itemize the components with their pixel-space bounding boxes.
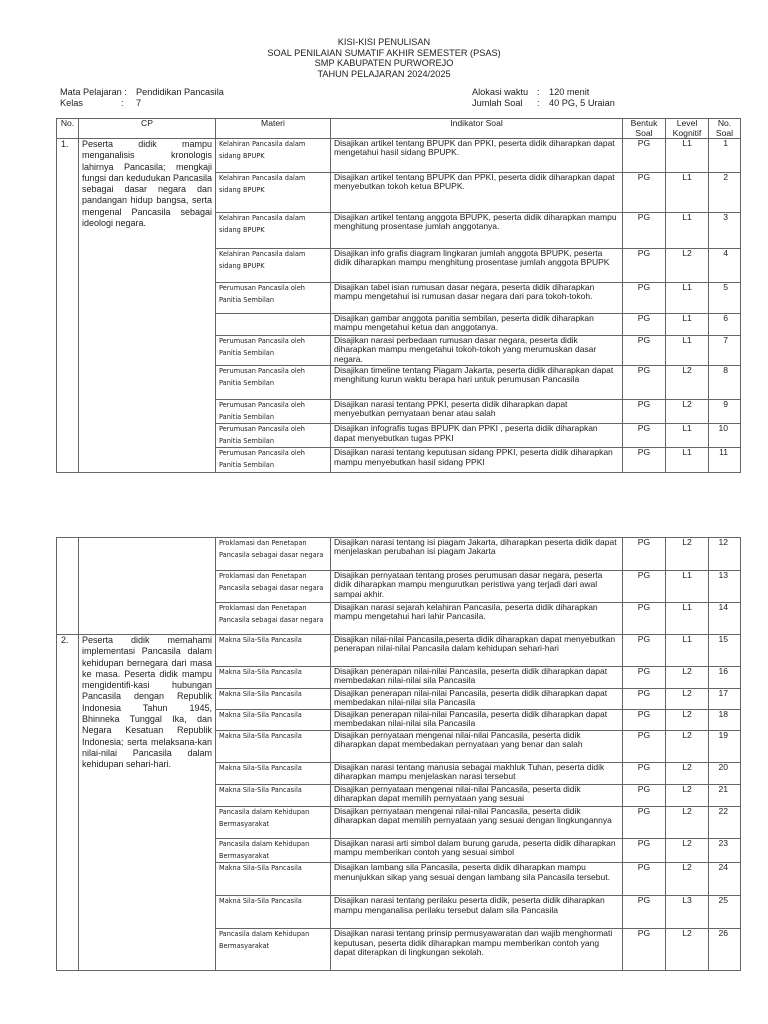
nosoal-cell: 24 bbox=[709, 863, 741, 896]
grid-table-1 bbox=[56, 118, 741, 473]
bentuk-cell: PG bbox=[623, 763, 666, 785]
nosoal-cell: 11 bbox=[709, 448, 741, 472]
nosoal-cell: 10 bbox=[709, 424, 741, 448]
bentuk-cell: PG bbox=[623, 283, 666, 314]
level-cell: L2 bbox=[666, 249, 709, 283]
materi-cell: Perumusan Pancasila oleh Panitia Sembilan bbox=[216, 448, 331, 472]
bentuk-cell: PG bbox=[623, 603, 666, 635]
materi-cell: Perumusan Pancasila oleh Panitia Sembilan bbox=[216, 283, 331, 314]
bentuk-cell: PG bbox=[623, 635, 666, 667]
indikator-cell: Disajikan penerapan nilai-nilai Pancasila, peserta didik diharapkan dapat membedakan nilai-nilai sila Pancasila bbox=[331, 667, 623, 689]
materi-cell: Proklamasi dan Penetapan Pancasila sebagai dasar negara bbox=[216, 538, 331, 571]
table-row bbox=[57, 538, 741, 571]
indikator-cell: Disajikan narasi arti simbol dalam burung garuda, peserta didik diharapkan mampu memberikan contoh yang sesuai simbol bbox=[331, 839, 623, 863]
bentuk-cell: PG bbox=[623, 571, 666, 603]
col-indikator-header: Indikator Soal bbox=[331, 119, 623, 139]
nosoal-cell: 9 bbox=[709, 400, 741, 424]
level-cell: L1 bbox=[666, 571, 709, 603]
subject-value: Pendidikan Pancasila bbox=[136, 87, 224, 97]
indikator-cell: Disajikan penerapan nilai-nilai Pancasila, peserta didik diharapkan dapat membedakan nilai-nilai sila Pancasila bbox=[331, 710, 623, 731]
cp-number: 1. bbox=[57, 139, 79, 473]
cp-text: Peserta didik mampu menganalisis kronologis lahirnya Pancasila; mengkaji fungsi dan kedudukan Pancasila sebagai dasar negara dan pandangan hidup bangsa, serta mengenal Pancasila sebagai ideologi negara. bbox=[79, 139, 216, 473]
grid-table-2 bbox=[56, 537, 741, 971]
cp-number-empty bbox=[57, 538, 79, 635]
title-line-3: SMP KABUPATEN PURWOREJO bbox=[314, 58, 454, 68]
bentuk-cell: PG bbox=[623, 667, 666, 689]
subject-label: Mata Pelajaran : bbox=[60, 87, 127, 97]
col-nosoal-header: No. Soal bbox=[709, 119, 741, 139]
nosoal-cell: 12 bbox=[709, 538, 741, 571]
nosoal-cell: 3 bbox=[709, 213, 741, 249]
col-no-header: No. bbox=[57, 119, 79, 139]
level-cell: L2 bbox=[666, 807, 709, 839]
indikator-cell: Disajikan artikel tentang BPUPK dan PPKI, peserta didik diharapkan dapat mengetahui hasil sidang BPUPK. bbox=[331, 139, 623, 173]
bentuk-cell: PG bbox=[623, 538, 666, 571]
nosoal-cell: 21 bbox=[709, 785, 741, 807]
bentuk-cell: PG bbox=[623, 336, 666, 366]
cp-number: 2. bbox=[57, 635, 79, 971]
level-cell: L1 bbox=[666, 603, 709, 635]
nosoal-cell: 4 bbox=[709, 249, 741, 283]
level-cell: L1 bbox=[666, 139, 709, 173]
level-cell: L2 bbox=[666, 667, 709, 689]
bentuk-cell: PG bbox=[623, 710, 666, 731]
nosoal-cell: 17 bbox=[709, 689, 741, 710]
level-cell: L2 bbox=[666, 929, 709, 971]
indikator-cell: Disajikan tabel isian rumusan dasar negara, peserta didik diharapkan mampu mengetahui isi rumusan dasar negara dari para tokoh-tokoh. bbox=[331, 283, 623, 314]
level-cell: L1 bbox=[666, 173, 709, 213]
indikator-cell: Disajikan info grafis diagram lingkaran jumlah anggota BPUPK, peserta didik diharapkan mampu menghitung prosentase jumlah anggota BPUPK bbox=[331, 249, 623, 283]
materi-cell: Pancasila dalam Kehidupan Bermasyarakat bbox=[216, 839, 331, 863]
class-label: Kelas bbox=[60, 98, 83, 108]
materi-cell: Makna Sila-Sila Pancasila bbox=[216, 667, 331, 689]
cp-text-empty bbox=[79, 538, 216, 635]
materi-cell: Perumusan Pancasila oleh Panitia Sembilan bbox=[216, 424, 331, 448]
nosoal-cell: 19 bbox=[709, 731, 741, 763]
level-cell: L2 bbox=[666, 731, 709, 763]
nosoal-cell: 25 bbox=[709, 896, 741, 929]
nosoal-cell: 14 bbox=[709, 603, 741, 635]
bentuk-cell: PG bbox=[623, 366, 666, 400]
nosoal-cell: 7 bbox=[709, 336, 741, 366]
time-value: 120 menit bbox=[549, 87, 590, 97]
level-cell: L1 bbox=[666, 213, 709, 249]
materi-cell: Makna Sila-Sila Pancasila bbox=[216, 731, 331, 763]
indikator-cell: Disajikan pernyataan mengenai nilai-nilai Pancasila, peserta didik diharapkan dapat memilih pernyataan yang sesuai dengan lingkungannya bbox=[331, 807, 623, 839]
level-cell: L1 bbox=[666, 336, 709, 366]
title-line-4: TAHUN PELAJARAN 2024/2025 bbox=[317, 68, 451, 79]
materi-cell: Perumusan Pancasila oleh Panitia Sembilan bbox=[216, 336, 331, 366]
col-level-header: Level Kognitif bbox=[666, 119, 709, 139]
materi-cell: Makna Sila-Sila Pancasila bbox=[216, 763, 331, 785]
bentuk-cell: PG bbox=[623, 424, 666, 448]
document-title bbox=[0, 37, 768, 79]
materi-cell: Kelahiran Pancasila dalam sidang BPUPK bbox=[216, 139, 331, 173]
count-label: Jumlah Soal bbox=[472, 98, 523, 108]
nosoal-cell: 16 bbox=[709, 667, 741, 689]
level-cell: L2 bbox=[666, 763, 709, 785]
indikator-cell: Disajikan artikel tentang BPUPK dan PPKI, peserta didik diharapkan dapat menyebutkan tokoh ketua BPUPK. bbox=[331, 173, 623, 213]
col-bentuk-header: Bentuk Soal bbox=[623, 119, 666, 139]
bentuk-cell: PG bbox=[623, 689, 666, 710]
materi-cell: Perumusan Pancasila oleh Panitia Sembilan bbox=[216, 400, 331, 424]
nosoal-cell: 6 bbox=[709, 314, 741, 336]
level-cell: L1 bbox=[666, 424, 709, 448]
indikator-cell: Disajikan narasi tentang PPKI, peserta didik diharapkan dapat menyebutkan pernyataan benar atau salah bbox=[331, 400, 623, 424]
indikator-cell: Disajikan narasi tentang isi piagam Jakarta, diharapkan peserta didik dapat menjelaskan perubahan isi piagam Jakarta bbox=[331, 538, 623, 571]
nosoal-cell: 13 bbox=[709, 571, 741, 603]
materi-cell: Proklamasi dan Penetapan Pancasila sebagai dasar negara bbox=[216, 571, 331, 603]
bentuk-cell: PG bbox=[623, 448, 666, 472]
bentuk-cell: PG bbox=[623, 249, 666, 283]
count-value: 40 PG, 5 Uraian bbox=[549, 98, 615, 108]
indikator-cell: Disajikan narasi tentang manusia sebagai makhluk Tuhan, peserta didik diharapkan mampu menjelaskan narasi tersebut bbox=[331, 763, 623, 785]
indikator-cell: Disajikan lambang sila Pancasila, peserta didik diharapkan mampu menunjukkan sikap yang sesuai dengan lambang sila Pancasila tersebut. bbox=[331, 863, 623, 896]
materi-cell bbox=[216, 314, 331, 336]
indikator-cell: Disajikan timeline tentang Piagam Jakarta, peserta didik diharapkan dapat menghitung kurun waktu berapa hari untuk perumusan Pancasila bbox=[331, 366, 623, 400]
col-materi-header: Materi bbox=[216, 119, 331, 139]
materi-cell: Makna Sila-Sila Pancasila bbox=[216, 896, 331, 929]
indikator-cell: Disajikan narasi tentang keputusan sidang PPKI, peserta didik diharapkan mampu menyebutkan hasil sidang PPKI bbox=[331, 448, 623, 472]
nosoal-cell: 26 bbox=[709, 929, 741, 971]
bentuk-cell: PG bbox=[623, 213, 666, 249]
level-cell: L2 bbox=[666, 785, 709, 807]
indikator-cell: Disajikan nilai-nilai Pancasila,peserta didik diharapkan dapat menyebutkan penerapan nilai-nilai Pancasila dalam kehidupan sehari-hari bbox=[331, 635, 623, 667]
indikator-cell: Disajikan narasi sejarah kelahiran Pancasila, peserta didik diharapkan mampu mengetahui hari lahir Pancasila. bbox=[331, 603, 623, 635]
nosoal-cell: 22 bbox=[709, 807, 741, 839]
materi-cell: Makna Sila-Sila Pancasila bbox=[216, 863, 331, 896]
title-line-2: SOAL PENILAIAN SUMATIF AKHIR SEMESTER (PSAS) bbox=[267, 47, 501, 58]
bentuk-cell: PG bbox=[623, 731, 666, 763]
level-cell: L2 bbox=[666, 400, 709, 424]
level-cell: L3 bbox=[666, 896, 709, 929]
materi-cell: Pancasila dalam Kehidupan Bermasyarakat bbox=[216, 929, 331, 971]
materi-cell: Perumusan Pancasila oleh Panitia Sembilan bbox=[216, 366, 331, 400]
table-row bbox=[57, 635, 741, 667]
cp-text: Peserta didik memahami implementasi Pancasila dalam kehidupan bernegara dari masa ke masa. Peserta didik mampu mengidentifi-kasi hubungan Pancasila dengan Republik Indonesia Tahun 1945, Bhinneka Tunggal Ika, dan Negara Kesatuan Republik Indonesia; serta melaksana-kan nilai-nilai Pancasila dalam kehidupan sehari-hari. bbox=[79, 635, 216, 971]
indikator-cell: Disajikan pernyataan tentang proses perumusan dasar negara, peserta didik diharapkan mampu mengurutkan peristiwa yang terjadi dari awal sampai akhir. bbox=[331, 571, 623, 603]
nosoal-cell: 8 bbox=[709, 366, 741, 400]
time-colon: : bbox=[537, 87, 540, 97]
bentuk-cell: PG bbox=[623, 807, 666, 839]
materi-cell: Makna Sila-Sila Pancasila bbox=[216, 635, 331, 667]
time-label: Alokasi waktu bbox=[472, 87, 529, 97]
indikator-cell: Disajikan narasi perbedaan rumusan dasar negara, peserta didik diharapkan mampu mengetahui tokoh-tokoh yang merumuskan dasar negara. bbox=[331, 336, 623, 366]
indikator-cell: Disajikan pernyataan mengenai nilai-nilai Pancasila, peserta didik diharapkan dapat membedakan pernyataan yang benar dan salah bbox=[331, 731, 623, 763]
exam-info bbox=[472, 87, 615, 109]
nosoal-cell: 1 bbox=[709, 139, 741, 173]
bentuk-cell: PG bbox=[623, 785, 666, 807]
level-cell: L2 bbox=[666, 689, 709, 710]
indikator-cell: Disajikan gambar anggota panitia sembilan, peserta didik diharapkan mampu mengetahui ketua dan anggotanya. bbox=[331, 314, 623, 336]
materi-cell: Proklamasi dan Penetapan Pancasila sebagai dasar negara bbox=[216, 603, 331, 635]
level-cell: L1 bbox=[666, 283, 709, 314]
indikator-cell: Disajikan artikel tentang anggota BPUPK, peserta didik diharapkan mampu menghitung prosentase jumlah anggotanya. bbox=[331, 213, 623, 249]
nosoal-cell: 2 bbox=[709, 173, 741, 213]
level-cell: L2 bbox=[666, 710, 709, 731]
materi-cell: Makna Sila-Sila Pancasila bbox=[216, 689, 331, 710]
nosoal-cell: 18 bbox=[709, 710, 741, 731]
bentuk-cell: PG bbox=[623, 896, 666, 929]
bentuk-cell: PG bbox=[623, 139, 666, 173]
level-cell: L1 bbox=[666, 314, 709, 336]
level-cell: L2 bbox=[666, 839, 709, 863]
count-colon: : bbox=[537, 98, 540, 108]
materi-cell: Pancasila dalam Kehidupan Bermasyarakat bbox=[216, 807, 331, 839]
materi-cell: Kelahiran Pancasila dalam sidang BPUPK bbox=[216, 213, 331, 249]
col-cp-header: CP bbox=[79, 119, 216, 139]
level-cell: L2 bbox=[666, 538, 709, 571]
materi-cell: Kelahiran Pancasila dalam sidang BPUPK bbox=[216, 173, 331, 213]
bentuk-cell: PG bbox=[623, 839, 666, 863]
bentuk-cell: PG bbox=[623, 863, 666, 896]
materi-cell: Makna Sila-Sila Pancasila bbox=[216, 710, 331, 731]
nosoal-cell: 15 bbox=[709, 635, 741, 667]
materi-cell: Kelahiran Pancasila dalam sidang BPUPK bbox=[216, 249, 331, 283]
bentuk-cell: PG bbox=[623, 314, 666, 336]
nosoal-cell: 23 bbox=[709, 839, 741, 863]
class-value: 7 bbox=[136, 98, 142, 108]
table-row bbox=[57, 139, 741, 173]
bentuk-cell: PG bbox=[623, 400, 666, 424]
indikator-cell: Disajikan narasi tentang prinsip permusyawaratan dan wajib menghormati keputusan, peserta didik diharapkan mampu memberikan contoh yang dapat diterapkan di lingkungan sekolah. bbox=[331, 929, 623, 971]
title-line-1: KISI-KISI PENULISAN bbox=[337, 37, 431, 47]
bentuk-cell: PG bbox=[623, 173, 666, 213]
level-cell: L1 bbox=[666, 448, 709, 472]
level-cell: L2 bbox=[666, 863, 709, 896]
class-colon: : bbox=[121, 98, 124, 108]
indikator-cell: Disajikan pernyataan mengenai nilai-nilai Pancasila, peserta didik diharapkan dapat memilih pernyataan yang sesuai bbox=[331, 785, 623, 807]
header-row bbox=[57, 119, 741, 139]
indikator-cell: Disajikan infografis tugas BPUPK dan PPKI , peserta didik diharapkan dapat menyebutkan tugas PPKI bbox=[331, 424, 623, 448]
indikator-cell: Disajikan penerapan nilai-nilai Pancasila, peserta didik diharapkan dapat membedakan nilai-nilai sila Pancasila bbox=[331, 689, 623, 710]
indikator-cell: Disajikan narasi tentang perilaku peserta didik, peserta didik diharapkan mampu menganalisa perilaku tersebut dalam sila Pancasila bbox=[331, 896, 623, 929]
materi-cell: Makna Sila-Sila Pancasila bbox=[216, 785, 331, 807]
bentuk-cell: PG bbox=[623, 929, 666, 971]
nosoal-cell: 5 bbox=[709, 283, 741, 314]
nosoal-cell: 20 bbox=[709, 763, 741, 785]
subject-info bbox=[60, 87, 224, 109]
level-cell: L2 bbox=[666, 366, 709, 400]
level-cell: L1 bbox=[666, 635, 709, 667]
